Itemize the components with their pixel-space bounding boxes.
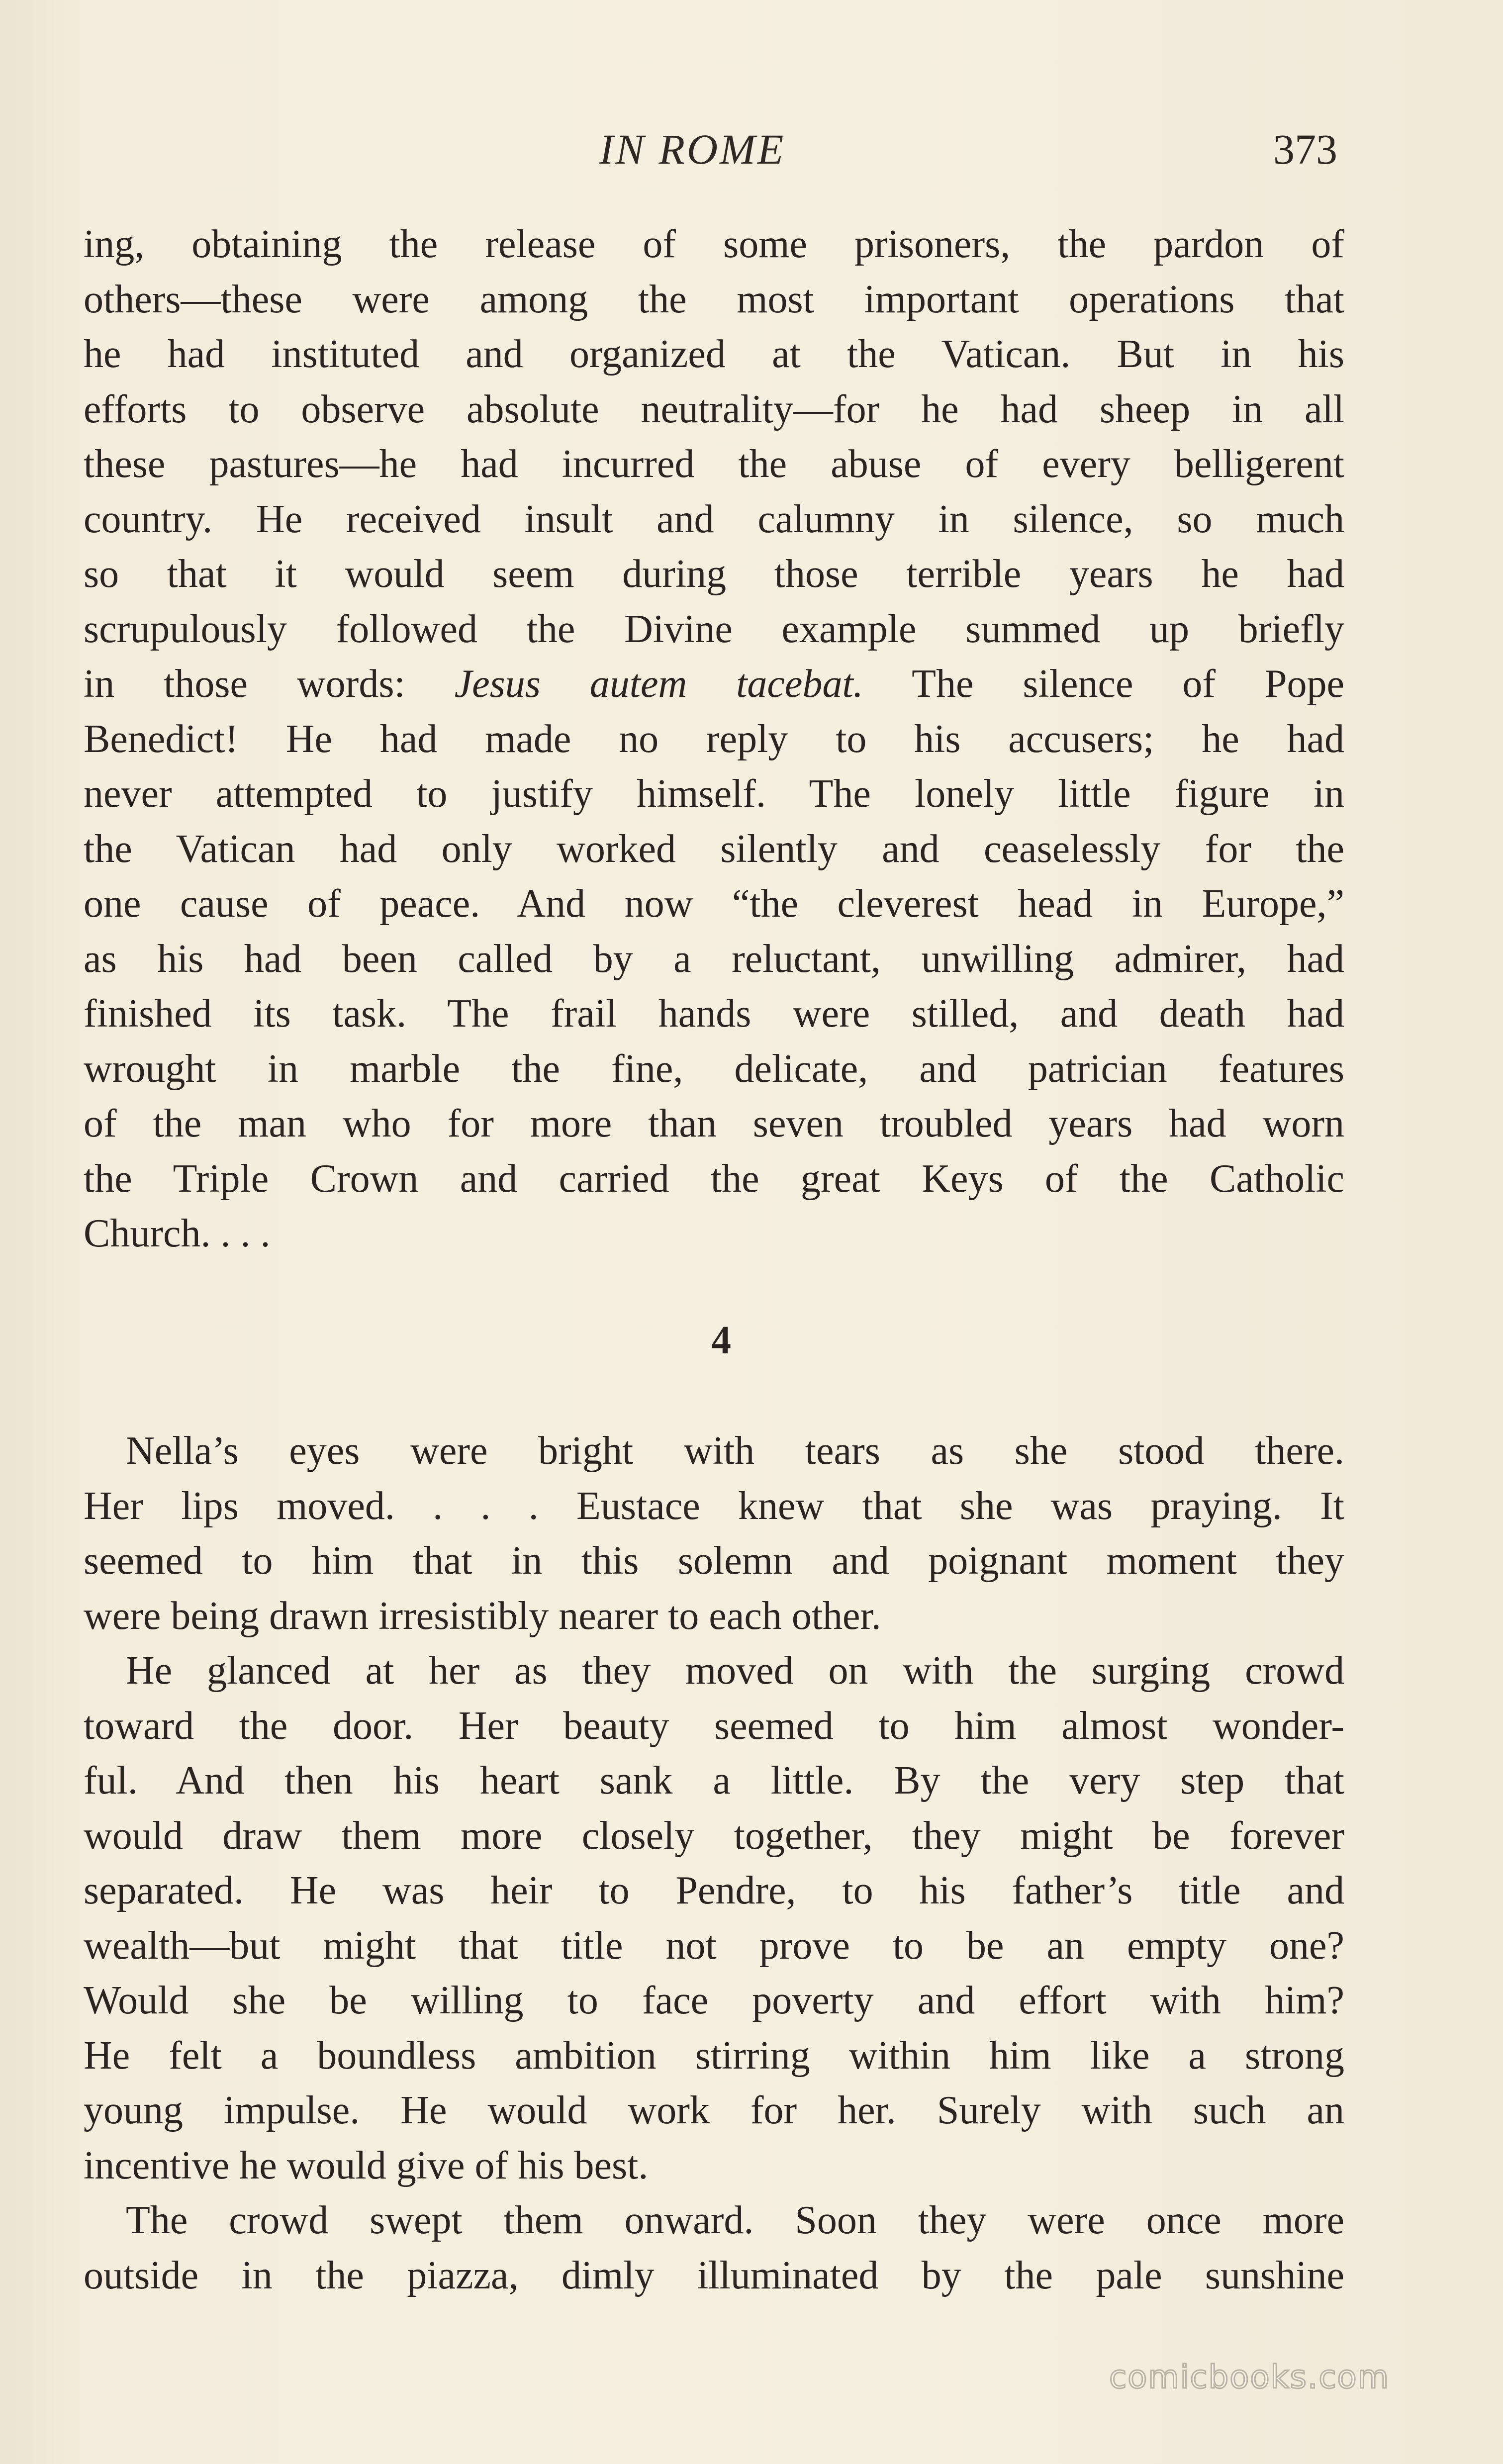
text-line: Benedict! He had made no reply to his accusers; he had [84, 717, 1344, 761]
text-line: as his had been called by a reluctant, unwilling admirer, had [84, 937, 1344, 981]
text-line: young impulse. He would work for her. Surely with such an [84, 2088, 1344, 2132]
text-line: finished its task. The frail hands were stilled, and death had [84, 992, 1344, 1036]
text-line: Would she be willing to face poverty and effort with him? [84, 1979, 1344, 2022]
text-line: ful. And then his heart sank a little. By the very step that [84, 1759, 1344, 1802]
text-line: He felt a boundless ambition stirring within him like a strong [84, 2033, 1344, 2078]
text-line: separated. He was heir to Pendre, to his father’s title and [84, 1869, 1344, 1912]
page-number: 373 [1273, 125, 1337, 173]
text-line: the Vatican had only worked silently and ceaselessly for the [84, 827, 1344, 871]
text-line: He glanced at her as they moved on with the surging crowd [126, 1649, 1344, 1693]
text-line: never attempted to justify himself. The lonely little figure in [84, 772, 1344, 816]
text-line: one cause of peace. And now “the cleverest head in Europe,” [84, 882, 1344, 926]
paragraph-continued [84, 217, 1344, 1261]
text-line: would draw them more closely together, they might be forever [84, 1813, 1344, 1858]
text-line: ing, obtaining the release of some prisoners, the pardon of [84, 222, 1344, 266]
text-line: Her lips moved. . . . Eustace knew that she was praying. It [84, 1484, 1344, 1528]
section-number: 4 [711, 1319, 731, 1362]
text-line: toward the door. Her beauty seemed to him almost wonder- [84, 1704, 1344, 1748]
watermark: comicbooks.com [1109, 2359, 1390, 2396]
section-body [84, 1423, 1344, 2303]
text-line: Nella’s eyes were bright with tears as she stood there. [126, 1429, 1344, 1473]
text-line: in those words: Jesus autem tacebat. The silence of Pope [84, 662, 1344, 706]
text-line: the Triple Crown and carried the great Keys of the Catholic [84, 1156, 1344, 1201]
text-line: wealth—but might that title not prove to be an empty one? [84, 1923, 1344, 1968]
text-line: outside in the piazza, dimly illuminated by the pale sunshine [84, 2253, 1344, 2297]
text-line: wrought in marble the fine, delicate, and patrician features [84, 1046, 1344, 1091]
text-line: were being drawn irresistibly nearer to each other. [84, 1594, 881, 1638]
latin-phrase: Jesus autem tacebat. [454, 662, 863, 706]
text-line: country. He received insult and calumny in silence, so much [84, 497, 1344, 541]
running-head [0, 122, 1503, 177]
text-line: these pastures—he had incurred the abuse of every belligerent [84, 442, 1344, 486]
text-line: efforts to observe absolute neutrality—for he had sheep in all [84, 387, 1344, 431]
text-line: he had instituted and organized at the Vatican. But in his [84, 332, 1344, 376]
text-line: others—these were among the most important operations that [84, 277, 1344, 321]
text-line: Church. . . . [84, 1212, 271, 1255]
text-line: so that it would seem during those terrible years he had [84, 552, 1344, 596]
text-line: The crowd swept them onward. Soon they were once more [126, 2198, 1344, 2242]
text-line: of the man who for more than seven troubled years had worn [84, 1102, 1344, 1145]
text-line: seemed to him that in this solemn and poignant moment they [84, 1539, 1344, 1583]
running-title: IN ROME [599, 125, 786, 173]
text-line: incentive he would give of his best. [84, 2143, 649, 2187]
text-line: scrupulously followed the Divine example summed up briefly [84, 607, 1344, 651]
